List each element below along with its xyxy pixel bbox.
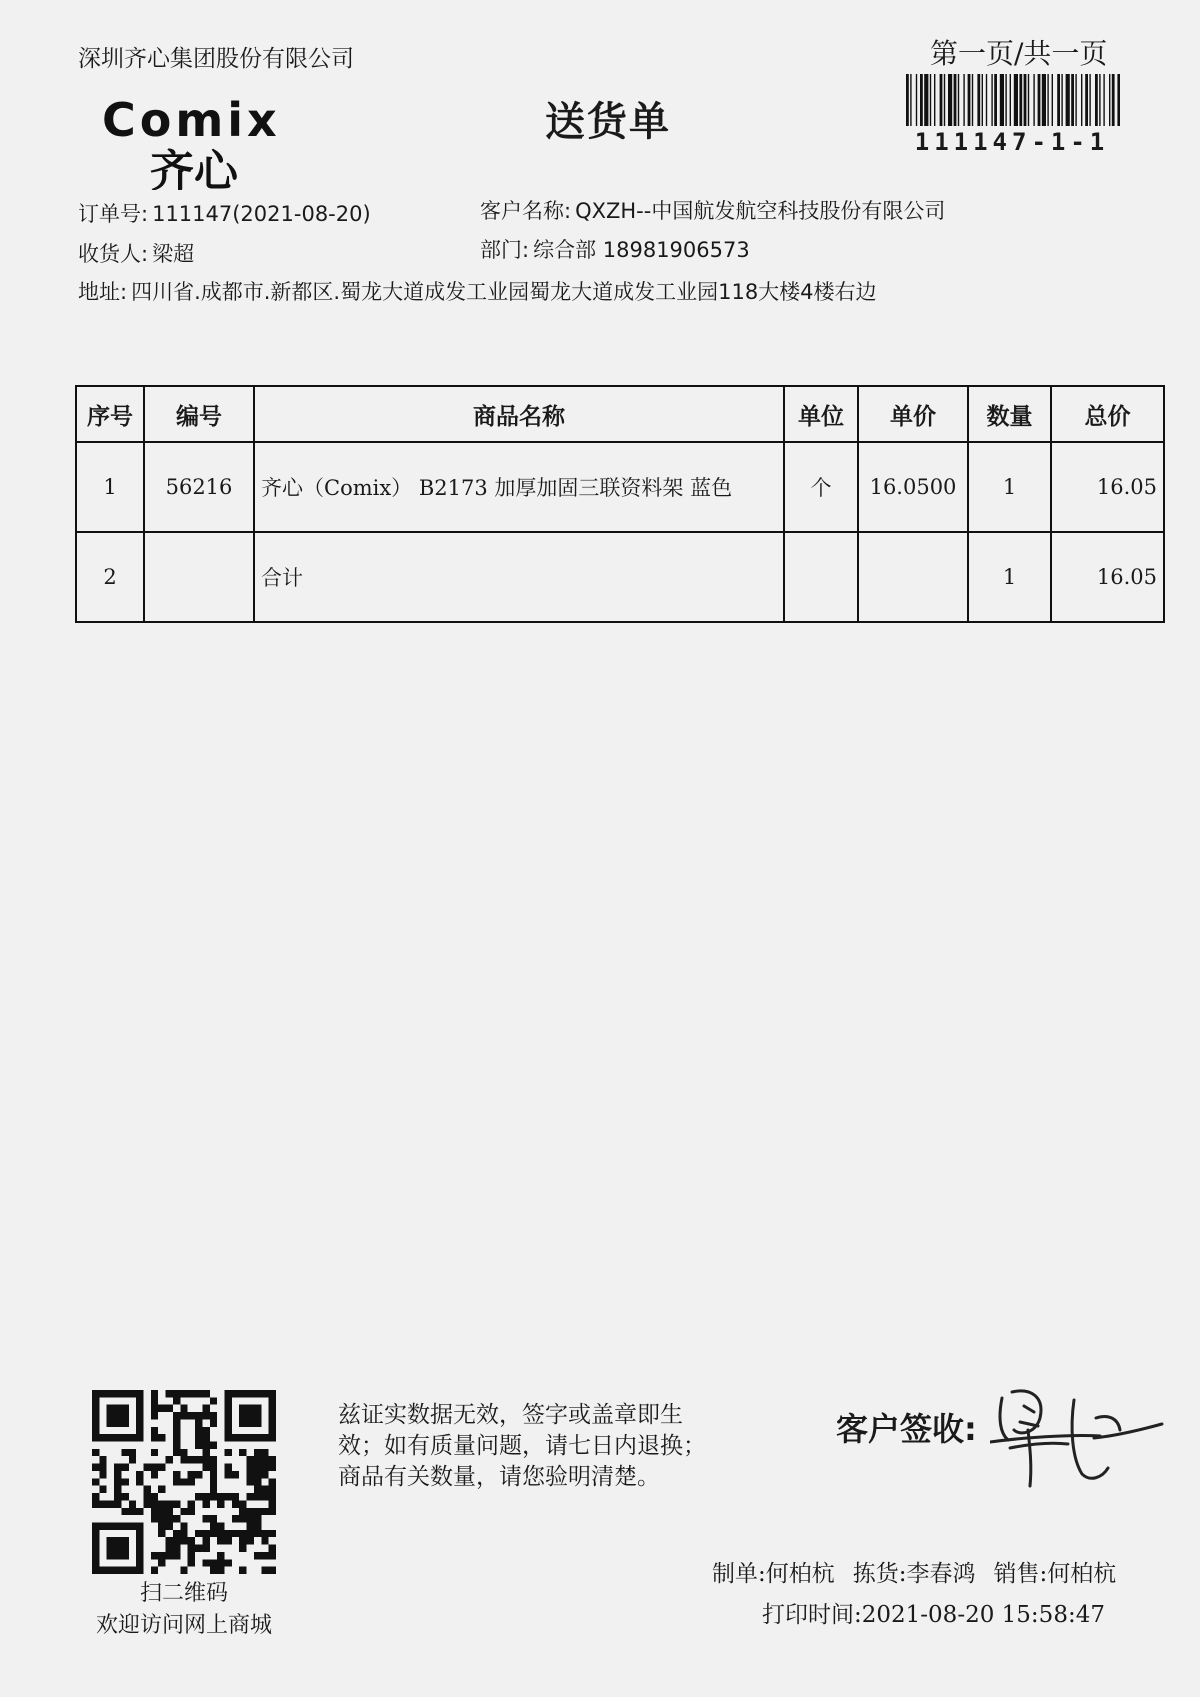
order-number bbox=[78, 198, 371, 228]
goods-table bbox=[75, 385, 1165, 623]
cell-product: 齐心（Comix） B2173 加厚加固三联资料架 蓝色 bbox=[254, 442, 784, 532]
customer-sign-label: 客户签收: bbox=[836, 1410, 977, 1448]
qr-caption bbox=[70, 1578, 298, 1642]
customer-name-label: 客户名称: bbox=[480, 199, 572, 223]
print-time: 打印时间:2021-08-20 15:58:47 bbox=[762, 1602, 1105, 1628]
document-title: 送货单 bbox=[545, 99, 671, 145]
col-header-qty: 数量 bbox=[968, 386, 1051, 442]
col-header-product: 商品名称 bbox=[254, 386, 784, 442]
barcode bbox=[904, 74, 1120, 126]
cell-qty: 1 bbox=[968, 442, 1051, 532]
notice-line-2: 效；如有质量问题，请七日内退换； bbox=[338, 1433, 706, 1459]
order-number-value: 111147(2021-08-20) bbox=[152, 202, 371, 226]
logo-text-en: Comix bbox=[102, 98, 281, 147]
qr-caption-line-1: 扫二维码 bbox=[139, 1581, 228, 1606]
cell-code bbox=[144, 532, 254, 622]
address-label: 地址: bbox=[78, 280, 128, 304]
department-value: 综合部 18981906573 bbox=[533, 238, 750, 262]
cell-unit: 个 bbox=[784, 442, 858, 532]
picker: 拣货:李春鸿 bbox=[852, 1561, 976, 1587]
handwritten-signature bbox=[990, 1378, 1165, 1496]
receiver-value: 梁超 bbox=[152, 242, 195, 266]
customer-name-value: QXZH--中国航发航空科技股份有限公司 bbox=[575, 199, 946, 223]
table-row bbox=[76, 442, 1164, 532]
company-name: 深圳齐心集团股份有限公司 bbox=[78, 46, 354, 72]
cell-price: 16.0500 bbox=[858, 442, 968, 532]
receiver bbox=[78, 238, 194, 268]
notice-text bbox=[338, 1400, 768, 1493]
cell-price bbox=[858, 532, 968, 622]
cell-seq: 1 bbox=[76, 442, 144, 532]
cell-total: 16.05 bbox=[1051, 532, 1164, 622]
staff-line bbox=[712, 1555, 1116, 1588]
col-header-total: 总价 bbox=[1051, 386, 1164, 442]
receiver-label: 收货人: bbox=[78, 242, 149, 266]
cell-seq: 2 bbox=[76, 532, 144, 622]
address bbox=[78, 276, 877, 306]
barcode-number: 111147-1-1 bbox=[914, 128, 1110, 156]
col-header-price: 单价 bbox=[858, 386, 968, 442]
notice-line-3: 商品有关数量，请您验明清楚。 bbox=[338, 1464, 660, 1490]
department bbox=[480, 234, 750, 264]
qr-code bbox=[92, 1390, 276, 1574]
order-number-label: 订单号: bbox=[78, 202, 149, 226]
cell-total: 16.05 bbox=[1051, 442, 1164, 532]
col-header-code: 编号 bbox=[144, 386, 254, 442]
cell-product: 合计 bbox=[254, 532, 784, 622]
table-header-row bbox=[76, 386, 1164, 442]
qr-caption-line-2: 欢迎访问网上商城 bbox=[95, 1613, 272, 1638]
table-row-total bbox=[76, 532, 1164, 622]
page-indicator: 第一页/共一页 bbox=[930, 37, 1108, 70]
cell-unit bbox=[784, 532, 858, 622]
logo-text-cn: 齐心 bbox=[150, 146, 238, 190]
customer-name bbox=[480, 195, 945, 225]
col-header-seq: 序号 bbox=[76, 386, 144, 442]
address-value: 四川省.成都市.新都区.蜀龙大道成发工业园蜀龙大道成发工业园118大楼4楼右边 bbox=[131, 280, 877, 304]
department-label: 部门: bbox=[480, 238, 530, 262]
comix-logo bbox=[100, 98, 330, 190]
cell-qty: 1 bbox=[968, 532, 1051, 622]
maker: 制单:何柏杭 bbox=[712, 1561, 835, 1587]
col-header-unit: 单位 bbox=[784, 386, 858, 442]
notice-line-1: 兹证实数据无效，签字或盖章即生 bbox=[338, 1402, 683, 1428]
sales: 销售:何柏杭 bbox=[993, 1561, 1117, 1587]
cell-code: 56216 bbox=[144, 442, 254, 532]
